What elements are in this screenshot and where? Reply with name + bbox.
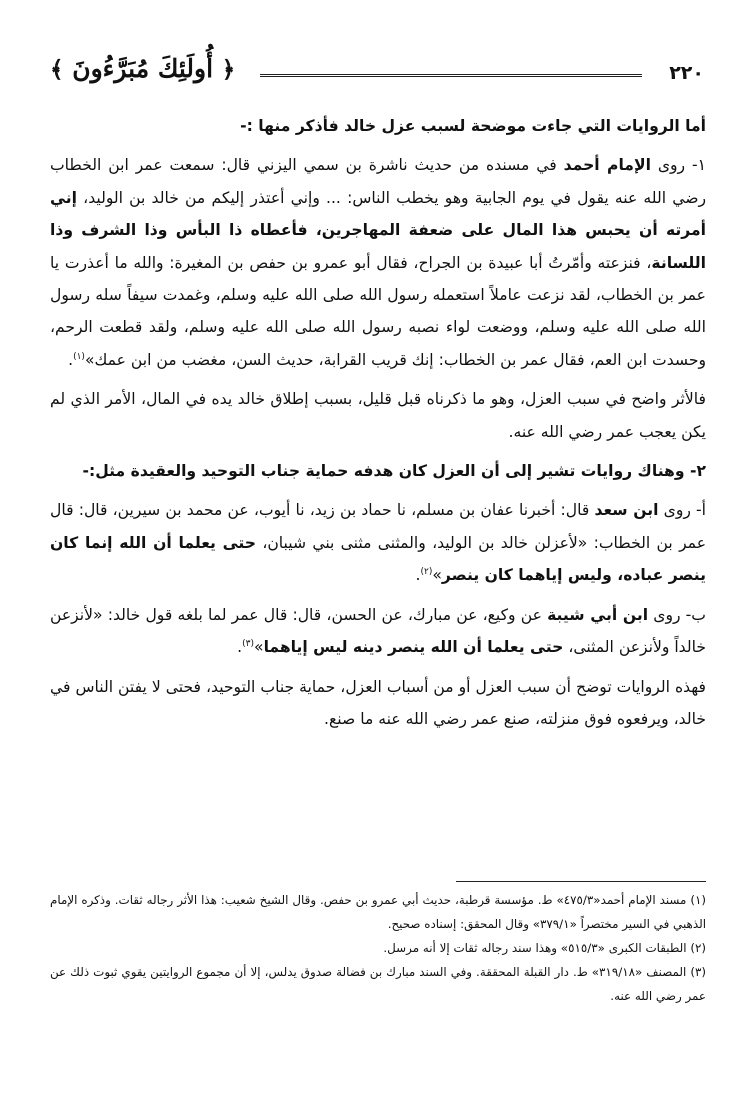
footnote-1: (١) مسند الإمام أحمد«٤٧٥/٣» ط. مؤسسة قرطبة، حديث أبي عمرو بن حفص. وقال الشيخ شعيب: هذا الأثر رجاله ثقات. وذكره الإمام الذهبي في السير مختصراً «٣٧٩/١» وقال المحقق: إسناده صحيح. xyxy=(50,893,706,931)
p5-text-3: » xyxy=(254,638,264,657)
page-number: ٢٢٠ xyxy=(669,62,704,84)
p4-text-1: أ- روى xyxy=(658,501,707,520)
paragraph-5 xyxy=(50,599,706,664)
running-title xyxy=(50,54,235,83)
paragraph-6: فهذه الروايات توضح أن سبب العزل أو من أسباب العزل، حماية جناب التوحيد، فحتى لا يفتن الناس في خالد، ويرفعوه فوق منزلته، صنع عمر رضي الله عنه ما صنع. xyxy=(50,677,706,728)
paragraph-3: ٢- وهناك روايات تشير إلى أن العزل كان هدفه حماية جناب التوحيد والعقيدة مثل:- xyxy=(82,462,706,481)
body-text xyxy=(50,110,706,735)
footnote-ref-1[interactable]: (١) xyxy=(73,351,85,362)
footnote-separator xyxy=(456,881,706,882)
ornament-close-icon: ﴾ xyxy=(50,56,64,83)
p5-bold-2: حتى يعلما أن الله ينصر دينه ليس إياهما xyxy=(263,638,564,657)
p4-bold-2: حتى يعلما أن الله إنما كان ينصر عباده، وليس إياهما كان ينصر xyxy=(50,533,706,585)
p1-text-2: في مسنده من حديث ناشرة بن سمي اليزني قال: سمعت عمر ابن الخطاب رضي الله عنه يقول في يوم الجابية وهو يخطب الناس: ... وإني أعتذر إليكم من خالد بن الوليد، xyxy=(50,156,706,207)
footnotes xyxy=(50,888,706,1008)
footnote-2: (٢) الطبقات الكبرى «٥١٥/٣» وهذا سند رجاله ثقات إلا أنه مرسل. xyxy=(383,941,706,955)
p5-text-2: عن وكيع، عن مبارك، عن الحسن، قال: قال عمر لما بلغه قول خالد: «لأنزعن خالداً ولأنزعن المثنى، xyxy=(50,605,706,657)
running-title-text: أُولَئِكَ مُبَرَّءُونَ xyxy=(72,54,214,83)
p5-text-1: ب- روى xyxy=(648,605,706,624)
p1-text-3: ، فنزعته وأمّرتُ أبا عبيدة بن الجراح، فقال أبو عمرو بن حفص بن المغيرة: والله ما أعذرت يا عمر بن الخطاب، لقد نزعت عاملاً استعمله رسول الله صلى الله عليه وسلم، وغمدت سيفاً سله رسول الله صلى الله عليه وسلم، ووضعت لواء نصبه رسول الله صلى الله عليه وسلم، ولقد قطعت الرحم، وحسدت ابن العم، فقال عمر بن الخطاب: إنك قريب القرابة، حديث السن، مغضب من ابن عمك» xyxy=(50,253,706,369)
ornament-open-icon: ﴿ xyxy=(221,56,236,83)
p1-end: . xyxy=(68,350,74,369)
footnote-ref-2[interactable]: (٢) xyxy=(420,567,433,578)
footnote-3: (٣) المصنف «٣١٩/١٨» ط. دار القبلة المحققة. وفي السند مبارك بن فضالة صدوق يدلس، إلا أن مجموع الروايتين يقوي ثبوت ذلك عن عمر رضي الله عنه. xyxy=(50,965,706,1003)
section-heading: أما الروايات التي جاءت موضحة لسبب عزل خالد فأذكر منها :- xyxy=(240,117,706,135)
p1-text-1: ١- روى xyxy=(650,156,706,175)
p4-text-2: قال: أخبرنا عفان بن مسلم، نا حماد بن زيد، نا أيوب، عن محمد بن سيرين، قال: قال عمر بن الخطاب: «لأعزلن خالد بن الوليد، والمثنى مثنى بني شيبان، xyxy=(50,501,706,552)
p4-text-3: » xyxy=(432,566,442,585)
p1-bold-2: إني أمرته أن يحبس هذا المال على ضعفة المهاجرين، فأعطاه ذا البأس وذا الشرف وذا اللسانة xyxy=(50,188,706,272)
paragraph-2: فالأثر واضح في سبب العزل، وهو ما ذكرناه قبل قليل، بسبب إطلاق خالد يده في المال، الأمر الذي لم يكن يعجب عمر رضي الله عنه. xyxy=(50,390,706,441)
p4-end: . xyxy=(415,566,421,585)
page-header xyxy=(50,50,704,100)
footnote-ref-3[interactable]: (٣) xyxy=(242,638,255,649)
paragraph-4 xyxy=(50,494,706,591)
p4-bold-1: ابن سعد xyxy=(594,501,659,520)
p1-bold-1: الإمام أحمد xyxy=(563,156,651,175)
p5-bold-1: ابن أبي شيبة xyxy=(547,605,649,624)
header-rule xyxy=(260,74,642,77)
p5-end: . xyxy=(237,638,243,657)
paragraph-1 xyxy=(50,149,706,376)
